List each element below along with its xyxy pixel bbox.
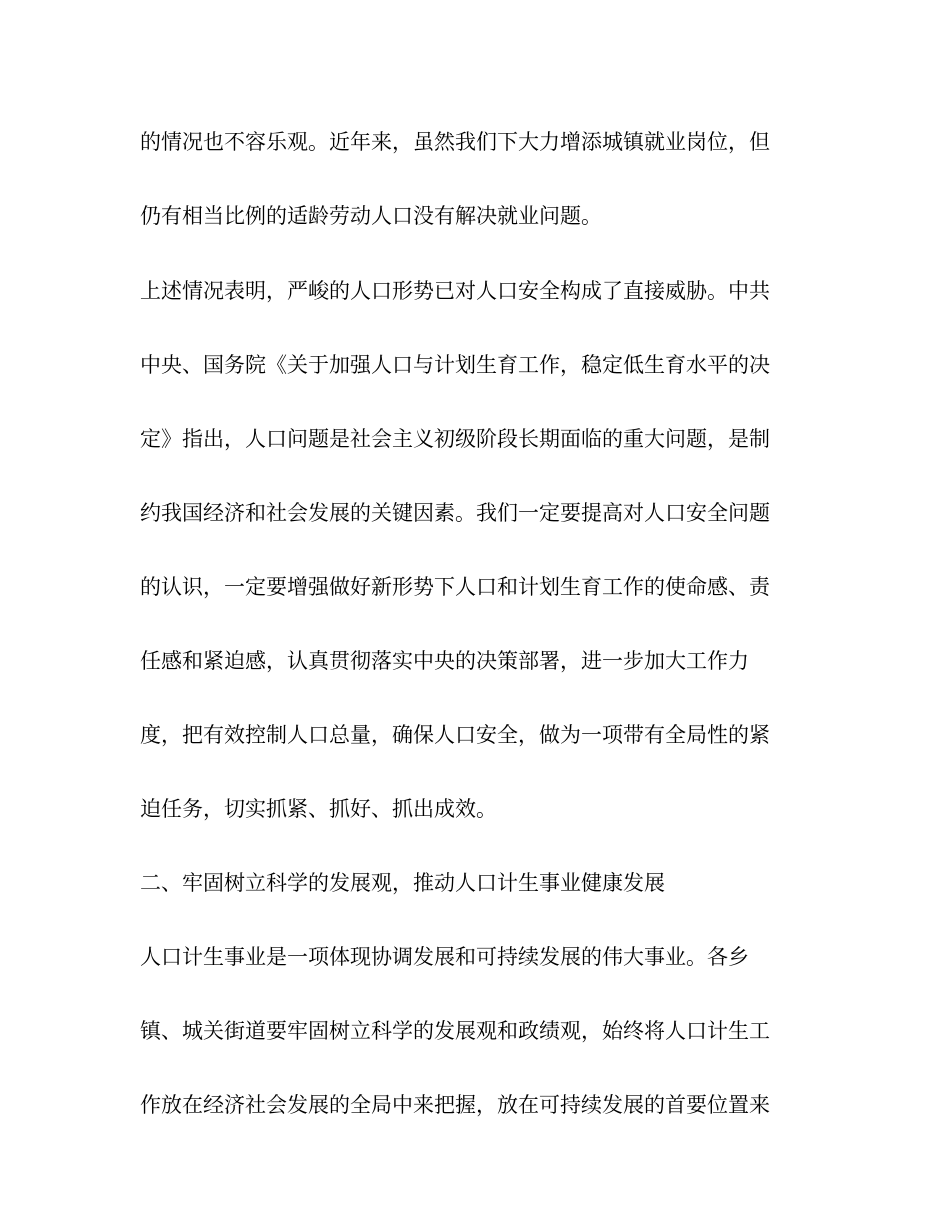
section-heading: 二、牢固树立科学的发展观，推动人口计生事业健康发展 — [140, 871, 665, 895]
text-line-10: 迫任务，切实抓紧、抓好、抓出成效。 — [140, 797, 497, 821]
text-line-8: 任感和紧迫感，认真贯彻落实中央的决策部署，进一步加大工作力 — [140, 649, 749, 673]
text-line-4: 中央、国务院《关于加强人口与计划生育工作，稳定低生育水平的决 — [140, 353, 770, 377]
text-line-6: 约我国经济和社会发展的关键因素。我们一定要提高对人口安全问题 — [140, 501, 770, 525]
text-line-5: 定》指出，人口问题是社会主义初级阶段长期面临的重大问题，是制 — [140, 427, 770, 451]
text-line-3: 上述情况表明，严峻的人口形势已对人口安全构成了直接威胁。中共 — [140, 279, 770, 303]
text-line-14: 作放在经济社会发展的全局中来把握，放在可持续发展的首要位置来 — [140, 1093, 770, 1117]
text-line-9: 度，把有效控制人口总量，确保人口安全，做为一项带有全局性的紧 — [140, 723, 770, 747]
text-line-13: 镇、城关街道要牢固树立科学的发展观和政绩观，始终将人口计生工 — [140, 1019, 770, 1043]
text-line-7: 的认识，一定要增强做好新形势下人口和计划生育工作的使命感、责 — [140, 575, 770, 599]
text-line-2: 仍有相当比例的适龄劳动人口没有解决就业问题。 — [140, 204, 602, 228]
text-line-1: 的情况也不容乐观。近年来，虽然我们下大力增添城镇就业岗位，但 — [140, 130, 770, 154]
text-line-12: 人口计生事业是一项体现协调发展和可持续发展的伟大事业。各乡 — [140, 945, 749, 969]
